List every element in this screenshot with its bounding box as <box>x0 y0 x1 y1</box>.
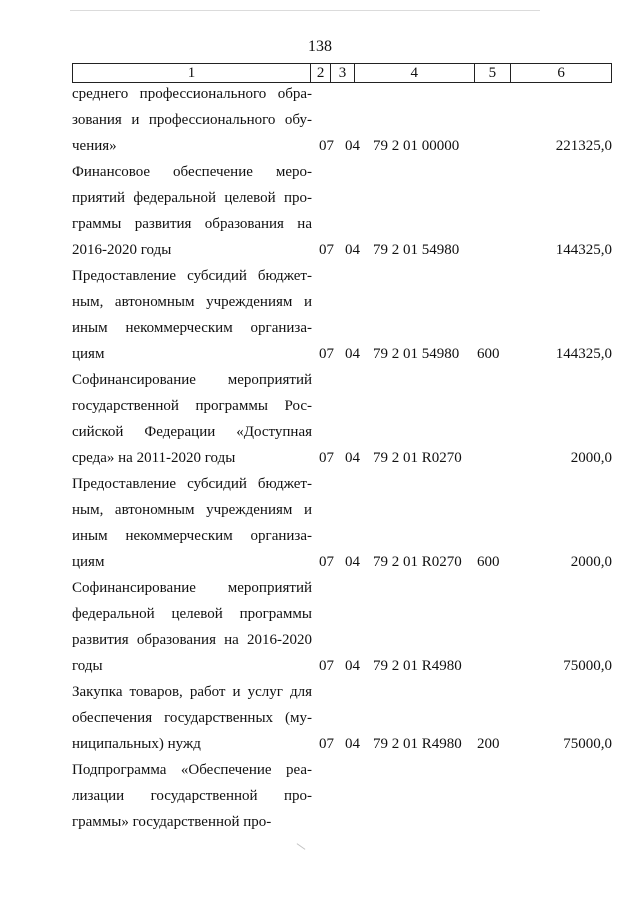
description-line: приятий федеральной целевой про- <box>72 190 312 206</box>
section-code: 07 <box>319 450 334 466</box>
section-code: 07 <box>319 242 334 258</box>
target-article-code: 79 2 01 00000 <box>373 138 460 154</box>
amount: 75000,0 <box>563 736 612 752</box>
description-line: граммы» государственной про- <box>72 814 272 830</box>
description-line: Подпрограмма «Обеспечение реа- <box>72 762 312 778</box>
description-line: чения» <box>72 138 117 154</box>
description-line: ным, автономным учреждениям и <box>72 502 312 518</box>
row-description <box>72 575 316 679</box>
scan-artifact-bottom <box>297 843 306 850</box>
expense-type-code: 200 <box>477 736 500 752</box>
header-col-6: 6 <box>557 65 565 81</box>
subsection-code: 04 <box>345 450 360 466</box>
subsection-code <box>345 809 373 835</box>
target-article-code: 79 2 01 R4980 <box>373 658 462 674</box>
expense-type-code <box>477 237 511 263</box>
description-line: среда» на 2011-2020 годы <box>72 450 236 466</box>
description-line: среднего профессионального обра- <box>72 86 312 102</box>
table-row <box>72 263 612 367</box>
expense-type-code <box>477 809 511 835</box>
row-description <box>72 159 316 263</box>
section-code: 07 <box>319 138 334 154</box>
description-line: иным некоммерческим организа- <box>72 528 312 544</box>
section-code: 07 <box>319 346 334 362</box>
description-line: Предоставление субсидий бюджет- <box>72 268 312 284</box>
amount: 75000,0 <box>563 658 612 674</box>
description-line: сийской Федерации «Доступная <box>72 424 312 440</box>
description-line: обеспечения государственных (му- <box>72 710 312 726</box>
header-col-4: 4 <box>355 64 475 82</box>
table-row <box>72 471 612 575</box>
description-line: Софинансирование мероприятий <box>72 580 312 596</box>
description-line: годы <box>72 658 103 674</box>
row-description <box>72 367 316 471</box>
expense-type-code: 600 <box>477 554 500 570</box>
description-line: государственной программы Рос- <box>72 398 312 414</box>
amount: 2000,0 <box>570 450 612 466</box>
expense-type-code <box>477 653 511 679</box>
description-line: развития образования на 2016-2020 <box>72 632 312 648</box>
description-line: Закупка товаров, работ и услуг для <box>72 684 312 700</box>
subsection-code: 04 <box>345 346 360 362</box>
description-line: лизации государственной про- <box>72 788 312 804</box>
subsection-code: 04 <box>345 736 360 752</box>
section-code <box>316 809 345 835</box>
subsection-code: 04 <box>345 138 360 154</box>
table-body <box>72 81 612 835</box>
header-col-1: 1 <box>73 64 311 82</box>
scan-artifact-top <box>70 10 540 11</box>
expense-type-code <box>477 133 511 159</box>
table-header-row <box>72 63 612 83</box>
target-article-code: 79 2 01 R0270 <box>373 450 462 466</box>
header-col-5: 5 <box>475 64 512 82</box>
row-description <box>72 757 316 835</box>
section-code: 07 <box>319 554 334 570</box>
description-line: 2016-2020 годы <box>72 242 172 258</box>
table-row <box>72 367 612 471</box>
subsection-code: 04 <box>345 242 360 258</box>
expense-type-code <box>477 445 511 471</box>
amount: 144325,0 <box>555 346 612 362</box>
page-number: 138 <box>308 38 332 55</box>
table-row <box>72 679 612 757</box>
description-line: граммы развития образования на <box>72 216 312 232</box>
amount: 144325,0 <box>555 242 612 258</box>
table-row <box>72 81 612 159</box>
row-description <box>72 679 316 757</box>
description-line: циям <box>72 554 105 570</box>
description-line: иным некоммерческим организа- <box>72 320 312 336</box>
subsection-code: 04 <box>345 554 360 570</box>
row-description <box>72 471 316 575</box>
row-description <box>72 263 316 367</box>
expense-type-code: 600 <box>477 346 500 362</box>
section-code: 07 <box>319 736 334 752</box>
header-col-3: 3 <box>331 64 355 82</box>
table-row <box>72 757 612 835</box>
section-code: 07 <box>319 658 334 674</box>
description-line: ниципальных) нужд <box>72 736 201 752</box>
amount <box>511 809 612 835</box>
description-line: федеральной целевой программы <box>72 606 312 622</box>
description-line: зования и профессионального обу- <box>72 112 312 128</box>
target-article-code <box>373 809 477 835</box>
amount: 2000,0 <box>570 554 612 570</box>
subsection-code: 04 <box>345 658 360 674</box>
row-description <box>72 81 316 159</box>
header-col-2: 2 <box>311 64 331 82</box>
target-article-code: 79 2 01 54980 <box>373 346 460 362</box>
amount: 221325,0 <box>555 138 612 154</box>
target-article-code: 79 2 01 54980 <box>373 242 460 258</box>
description-line: циям <box>72 346 105 362</box>
table-row <box>72 159 612 263</box>
description-line: Финансовое обеспечение меро- <box>72 164 312 180</box>
description-line: Софинансирование мероприятий <box>72 372 312 388</box>
description-line: ным, автономным учреждениям и <box>72 294 312 310</box>
target-article-code: 79 2 01 R0270 <box>373 554 462 570</box>
table-row <box>72 575 612 679</box>
target-article-code: 79 2 01 R4980 <box>373 736 462 752</box>
description-line: Предоставление субсидий бюджет- <box>72 476 312 492</box>
